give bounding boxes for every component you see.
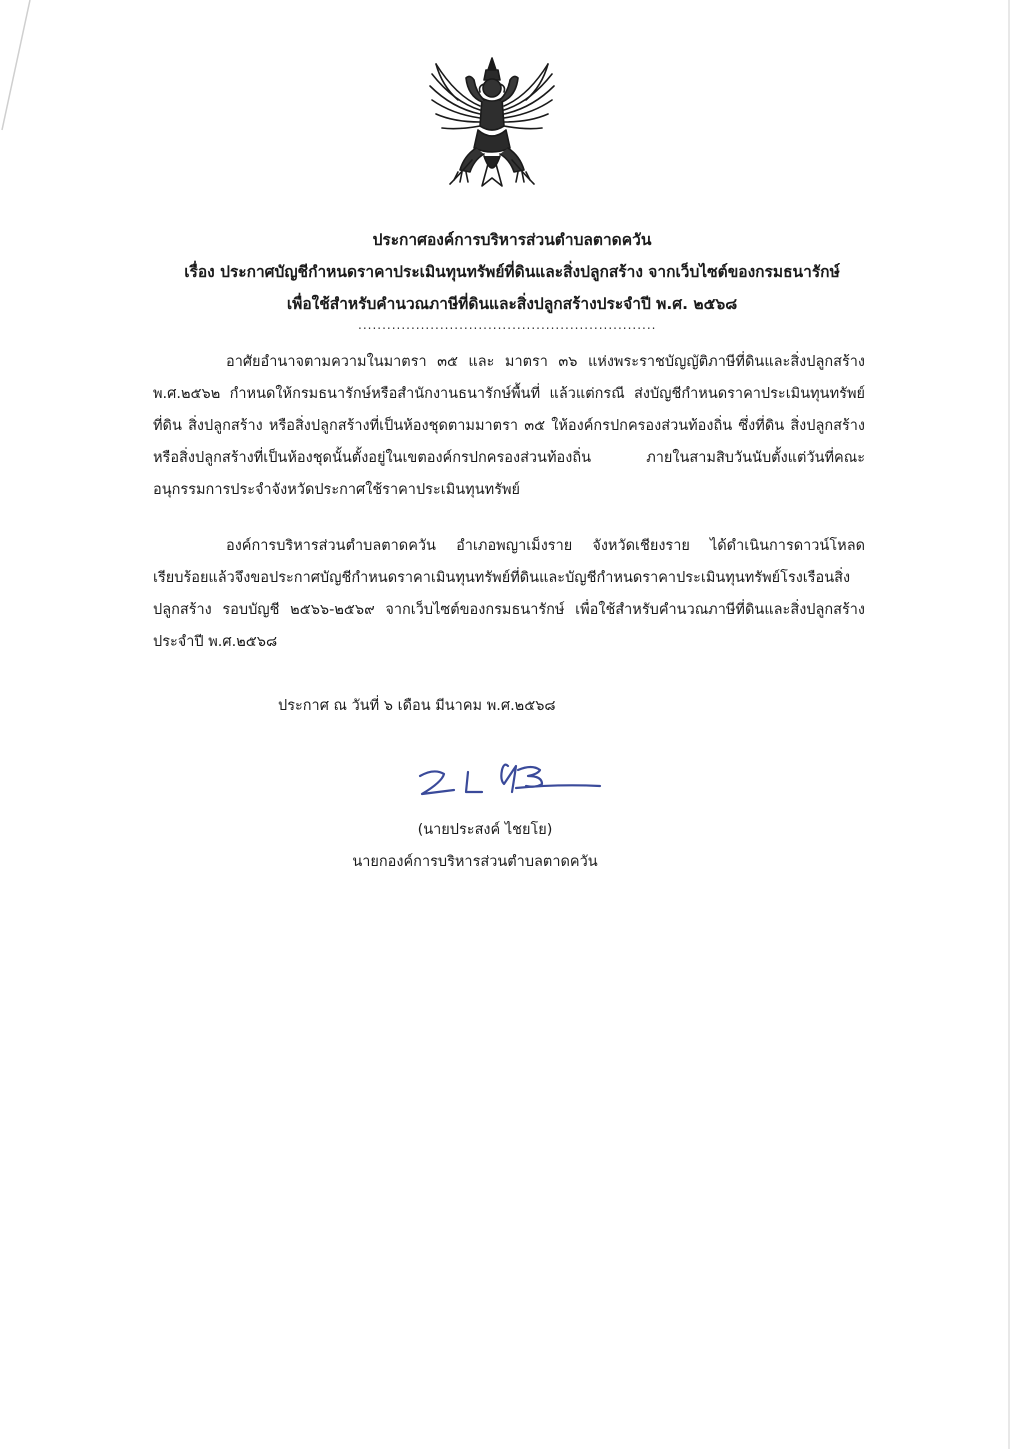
- scan-edge-mark: [0, 0, 40, 140]
- announcement-title: ประกาศองค์การบริหารส่วนตำบลตาดควัน: [372, 231, 652, 249]
- garuda-emblem-icon: [428, 56, 556, 198]
- body-paragraph-2: องค์การบริหารส่วนตำบลตาดควัน อำเภอพญาเม็งราย จังหวัดเชียงราย ได้ดำเนินการดาวน์โหลดเรียบร้อยแล้วจึงขอประกาศบัญชีกำหนดราคาเมินทุนทรัพย์ที่ดินและบัญชีกำหนดราคาประเมินทุนทรัพย์โรงเรือนสิ่งปลูกสร้าง รอบบัญชี ๒๕๖๖-๒๕๖๙ จากเว็บไซต์ของกรมธนารักษ์ เพื่อใช้สำหรับคำนวณภาษีที่ดินและสิ่งปลูกสร้าง ประจำปี พ.ศ.๒๕๖๘: [153, 538, 865, 650]
- scan-right-edge: [1008, 0, 1010, 1449]
- body-paragraph-1: อาศัยอำนาจตามความในมาตรา ๓๕ และ มาตรา ๓๖ แห่งพระราชบัญญัติภาษีที่ดินและสิ่งปลูกสร้าง พ.ศ.๒๕๖๒ กำหนดให้กรมธนารักษ์หรือสำนักงานธนารักษ์พื้นที่ แล้วแต่กรณี ส่งบัญชีกำหนดราคาประเมินทุนทรัพย์ที่ดิน สิ่งปลูกสร้าง หรือสิ่งปลูกสร้างที่เป็นห้องชุดตามมาตรา ๓๕ ให้องค์กรปกครองส่วนท้องถิ่น ซึ่งที่ดิน สิ่งปลูกสร้าง หรือสิ่งปลูกสร้างที่เป็นห้องชุดนั้นตั้งอยู่ในเขตองค์กรปกครองส่วนท้องถิ่น ภายในสามสิบวันนับตั้งแต่วันที่คณะอนุกรรมการประจำจังหวัดประกาศใช้ราคาประเมินทุนทรัพย์: [153, 354, 865, 498]
- signer-title: นายกองค์การบริหารส่วนตำบลตาดควัน: [352, 854, 598, 870]
- announcement-subject: เรื่อง ประกาศบัญชีกำหนดราคาประเมินทุนทรัพย์ที่ดินและสิ่งปลูกสร้าง จากเว็บไซต์ของกรมธนารักษ์: [184, 263, 840, 281]
- signer-name: (นายประสงค์ ไชยโย): [417, 822, 553, 838]
- announcement-date: ประกาศ ณ วันที่ ๖ เดือน มีนาคม พ.ศ.๒๕๖๘: [278, 698, 556, 714]
- handwritten-signature: [408, 760, 608, 810]
- dotted-separator: ..............................................................: [358, 318, 657, 332]
- announcement-subject-line2: เพื่อใช้สำหรับคำนวณภาษีที่ดินและสิ่งปลูกสร้างประจำปี พ.ศ. ๒๕๖๘: [286, 295, 738, 313]
